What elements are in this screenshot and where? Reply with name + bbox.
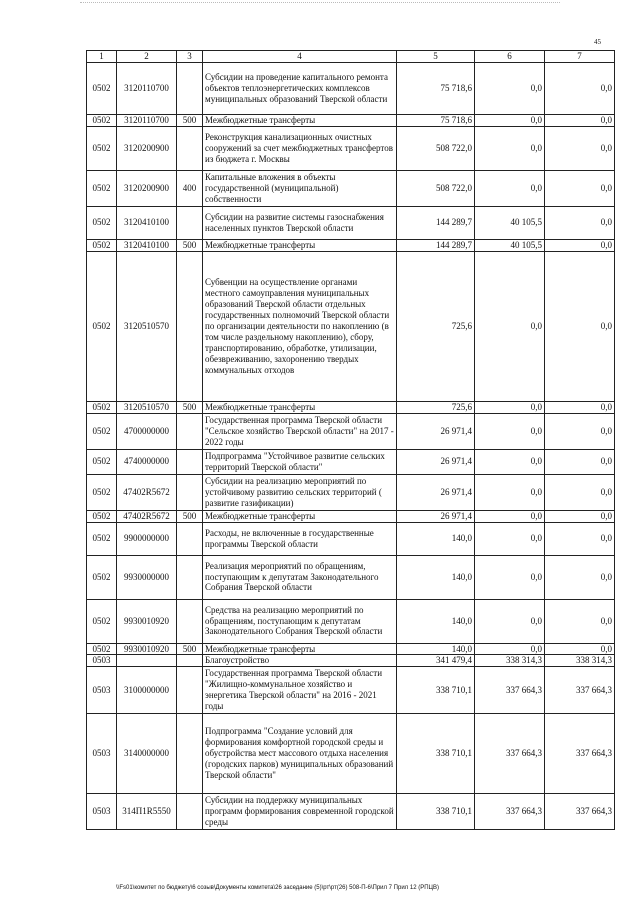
amount-year3-cell: 0,0: [545, 62, 615, 114]
target-code-cell: 3120510570: [117, 401, 177, 413]
expense-type-cell: [177, 555, 203, 599]
expense-type-cell: [177, 62, 203, 114]
amount-year3-cell: 0,0: [545, 522, 615, 555]
description-cell: Благоустройство: [203, 655, 397, 667]
header-cell: 1: [87, 51, 117, 63]
amount-year2-cell: 337 664,3: [475, 667, 545, 714]
amount-year3-cell: 0,0: [545, 643, 615, 655]
target-code-cell: 3120510570: [117, 251, 177, 401]
amount-year1-cell: 140,0: [397, 643, 475, 655]
description-cell: Подпрограмма "Устойчивое развитие сельских территорий Тверской области": [203, 449, 397, 474]
amount-year3-cell: 0,0: [545, 413, 615, 449]
target-code-cell: 47402R5672: [117, 474, 177, 510]
description-cell: Подпрограмма "Создание условий для формирования комфортной городской среды и обустройства мест массового отдыха населения (городских парков) муниципальных образований Тверской области": [203, 714, 397, 794]
amount-year2-cell: 0,0: [475, 522, 545, 555]
expense-type-cell: [177, 794, 203, 830]
amount-year2-cell: 0,0: [475, 555, 545, 599]
target-code-cell: 3120200900: [117, 170, 177, 206]
description-cell: Межбюджетные трансферты: [203, 239, 397, 251]
expense-type-cell: [177, 206, 203, 239]
expense-type-cell: [177, 251, 203, 401]
target-code-cell: 3120200900: [117, 126, 177, 170]
section-code-cell: 0502: [87, 510, 117, 522]
target-code-cell: 3140000000: [117, 714, 177, 794]
amount-year2-cell: 0,0: [475, 114, 545, 126]
amount-year1-cell: 725,6: [397, 401, 475, 413]
expense-type-cell: [177, 599, 203, 643]
expense-type-cell: 500: [177, 401, 203, 413]
expense-type-cell: [177, 126, 203, 170]
budget-table: [86, 50, 615, 830]
section-code-cell: 0502: [87, 555, 117, 599]
header-cell: 5: [397, 51, 475, 63]
description-cell: Реконструкция канализационных очистных сооружений за счет межбюджетных трансфертов из бюджета г. Москвы: [203, 126, 397, 170]
section-code-cell: 0502: [87, 251, 117, 401]
expense-type-cell: [177, 449, 203, 474]
table-row: [87, 510, 615, 522]
section-code-cell: 0502: [87, 114, 117, 126]
amount-year3-cell: 0,0: [545, 126, 615, 170]
expense-type-cell: [177, 522, 203, 555]
amount-year3-cell: 337 664,3: [545, 714, 615, 794]
description-cell: Субсидии на реализацию мероприятий по устойчивому развитию сельских территорий ( развитие газификации): [203, 474, 397, 510]
target-code-cell: 9930010920: [117, 599, 177, 643]
target-code-cell: 4700000000: [117, 413, 177, 449]
header-cell: 4: [203, 51, 397, 63]
target-code-cell: 3100000000: [117, 667, 177, 714]
table-row: [87, 667, 615, 714]
expense-type-cell: [177, 413, 203, 449]
expense-type-cell: 500: [177, 239, 203, 251]
amount-year2-cell: 0,0: [475, 170, 545, 206]
section-code-cell: 0503: [87, 655, 117, 667]
amount-year2-cell: 0,0: [475, 449, 545, 474]
amount-year1-cell: 26 971,4: [397, 413, 475, 449]
amount-year1-cell: 725,6: [397, 251, 475, 401]
amount-year3-cell: 0,0: [545, 206, 615, 239]
target-code-cell: 314П1R5550: [117, 794, 177, 830]
header-cell: 3: [177, 51, 203, 63]
amount-year3-cell: 0,0: [545, 251, 615, 401]
target-code-cell: 4740000000: [117, 449, 177, 474]
amount-year1-cell: 75 718,6: [397, 114, 475, 126]
amount-year3-cell: 337 664,3: [545, 667, 615, 714]
scan-artifact: [80, 2, 560, 4]
description-cell: Капитальные вложения в объекты государственной (муниципальной) собственности: [203, 170, 397, 206]
amount-year1-cell: 338 710,1: [397, 714, 475, 794]
expense-type-cell: [177, 474, 203, 510]
table-row: [87, 413, 615, 449]
section-code-cell: 0502: [87, 643, 117, 655]
amount-year1-cell: 26 971,4: [397, 474, 475, 510]
expense-type-cell: [177, 667, 203, 714]
target-code-cell: 47402R5672: [117, 510, 177, 522]
amount-year2-cell: 0,0: [475, 599, 545, 643]
table-row: [87, 655, 615, 667]
description-cell: Субсидии на проведение капитального ремонта объектов теплоэнергетических комплексов муниципальных образований Тверской области: [203, 62, 397, 114]
amount-year1-cell: 338 710,1: [397, 667, 475, 714]
amount-year2-cell: 40 105,5: [475, 206, 545, 239]
section-code-cell: 0502: [87, 449, 117, 474]
description-cell: Субсидии на развитие системы газоснабжения населенных пунктов Тверской области: [203, 206, 397, 239]
amount-year3-cell: 0,0: [545, 114, 615, 126]
target-code-cell: 3120110700: [117, 114, 177, 126]
amount-year2-cell: 0,0: [475, 126, 545, 170]
amount-year1-cell: 75 718,6: [397, 62, 475, 114]
amount-year3-cell: 0,0: [545, 510, 615, 522]
section-code-cell: 0502: [87, 522, 117, 555]
table-row: [87, 206, 615, 239]
table-row: [87, 126, 615, 170]
amount-year2-cell: 0,0: [475, 62, 545, 114]
header-cell: 6: [475, 51, 545, 63]
expense-type-cell: [177, 714, 203, 794]
table-row: [87, 555, 615, 599]
amount-year3-cell: 337 664,3: [545, 794, 615, 830]
table-row: [87, 62, 615, 114]
section-code-cell: 0503: [87, 794, 117, 830]
description-cell: Межбюджетные трансферты: [203, 401, 397, 413]
amount-year2-cell: 40 105,5: [475, 239, 545, 251]
target-code-cell: 9930000000: [117, 555, 177, 599]
section-code-cell: 0503: [87, 714, 117, 794]
amount-year1-cell: 140,0: [397, 555, 475, 599]
expense-type-cell: 400: [177, 170, 203, 206]
section-code-cell: 0502: [87, 413, 117, 449]
amount-year1-cell: 140,0: [397, 522, 475, 555]
table-row: [87, 401, 615, 413]
description-cell: Субвенции на осуществление органами местного самоуправления муниципальных образований Тверской области отдельных государственных полномочий Тверской области по организации деятельности по накоплению (в том числе раздельному накоплению), сбору, транспортированию, обработке, утилизации, обезвреживанию, захоронению твердых коммунальных отходов: [203, 251, 397, 401]
description-cell: Реализация мероприятий по обращениям, поступающим к депутатам Законодательного Собрания Тверской области: [203, 555, 397, 599]
table-row: [87, 599, 615, 643]
target-code-cell: 9900000000: [117, 522, 177, 555]
amount-year2-cell: 337 664,3: [475, 794, 545, 830]
expense-type-cell: 500: [177, 114, 203, 126]
amount-year3-cell: 0,0: [545, 474, 615, 510]
description-cell: Субсидии на поддержку муниципальных программ формирования современной городской среды: [203, 794, 397, 830]
amount-year2-cell: 338 314,3: [475, 655, 545, 667]
target-code-cell: 3120410100: [117, 206, 177, 239]
amount-year3-cell: 0,0: [545, 401, 615, 413]
amount-year2-cell: 0,0: [475, 510, 545, 522]
section-code-cell: 0502: [87, 170, 117, 206]
description-cell: Средства на реализацию мероприятий по обращениям, поступающим к депутатам Законодательного Собрания Тверской области: [203, 599, 397, 643]
amount-year1-cell: 26 971,4: [397, 449, 475, 474]
table-header-row: [87, 51, 615, 63]
table-row: [87, 170, 615, 206]
table-row: [87, 449, 615, 474]
section-code-cell: 0502: [87, 474, 117, 510]
target-code-cell: 3120410100: [117, 239, 177, 251]
section-code-cell: 0502: [87, 62, 117, 114]
table-row: [87, 522, 615, 555]
header-cell: 2: [117, 51, 177, 63]
amount-year1-cell: 508 722,0: [397, 126, 475, 170]
amount-year1-cell: 144 289,7: [397, 206, 475, 239]
target-code-cell: 9930010920: [117, 643, 177, 655]
expense-type-cell: 500: [177, 643, 203, 655]
expense-type-cell: 500: [177, 510, 203, 522]
section-code-cell: 0502: [87, 599, 117, 643]
target-code-cell: [117, 655, 177, 667]
table-row: [87, 643, 615, 655]
amount-year2-cell: 0,0: [475, 474, 545, 510]
amount-year3-cell: 338 314,3: [545, 655, 615, 667]
amount-year2-cell: 0,0: [475, 643, 545, 655]
amount-year3-cell: 0,0: [545, 170, 615, 206]
section-code-cell: 0502: [87, 401, 117, 413]
table-row: [87, 714, 615, 794]
table-row: [87, 114, 615, 126]
amount-year2-cell: 0,0: [475, 251, 545, 401]
amount-year3-cell: 0,0: [545, 555, 615, 599]
section-code-cell: 0503: [87, 667, 117, 714]
header-cell: 7: [545, 51, 615, 63]
section-code-cell: 0502: [87, 239, 117, 251]
amount-year1-cell: 144 289,7: [397, 239, 475, 251]
description-cell: Межбюджетные трансферты: [203, 643, 397, 655]
amount-year1-cell: 338 710,1: [397, 794, 475, 830]
page-number: 45: [594, 38, 601, 46]
amount-year1-cell: 140,0: [397, 599, 475, 643]
amount-year3-cell: 0,0: [545, 599, 615, 643]
description-cell: Межбюджетные трансферты: [203, 114, 397, 126]
section-code-cell: 0502: [87, 126, 117, 170]
amount-year2-cell: 337 664,3: [475, 714, 545, 794]
table-row: [87, 239, 615, 251]
amount-year1-cell: 341 479,4: [397, 655, 475, 667]
amount-year1-cell: 26 971,4: [397, 510, 475, 522]
description-cell: Государственная программа Тверской области "Жилищно-коммунальное хозяйство и энергетика Тверской области" на 2016 - 2021 годы: [203, 667, 397, 714]
expense-type-cell: [177, 655, 203, 667]
description-cell: Государственная программа Тверской области "Сельское хозяйство Тверской области" на 2017 - 2022 годы: [203, 413, 397, 449]
amount-year1-cell: 508 722,0: [397, 170, 475, 206]
amount-year2-cell: 0,0: [475, 413, 545, 449]
description-cell: Межбюджетные трансферты: [203, 510, 397, 522]
amount-year3-cell: 0,0: [545, 239, 615, 251]
table-row: [87, 794, 615, 830]
file-path-footer: \\Fs01\комитет по бюджету\6 созыв\Документы комитета\26 заседание (5)\рт\рт(26) 508-П-6\Прил 7 Прил 12 (РПЦВ): [116, 885, 439, 891]
table-row: [87, 474, 615, 510]
description-cell: Расходы, не включенные в государственные программы Тверской области: [203, 522, 397, 555]
amount-year3-cell: 0,0: [545, 449, 615, 474]
amount-year2-cell: 0,0: [475, 401, 545, 413]
section-code-cell: 0502: [87, 206, 117, 239]
table-row: [87, 251, 615, 401]
target-code-cell: 3120110700: [117, 62, 177, 114]
